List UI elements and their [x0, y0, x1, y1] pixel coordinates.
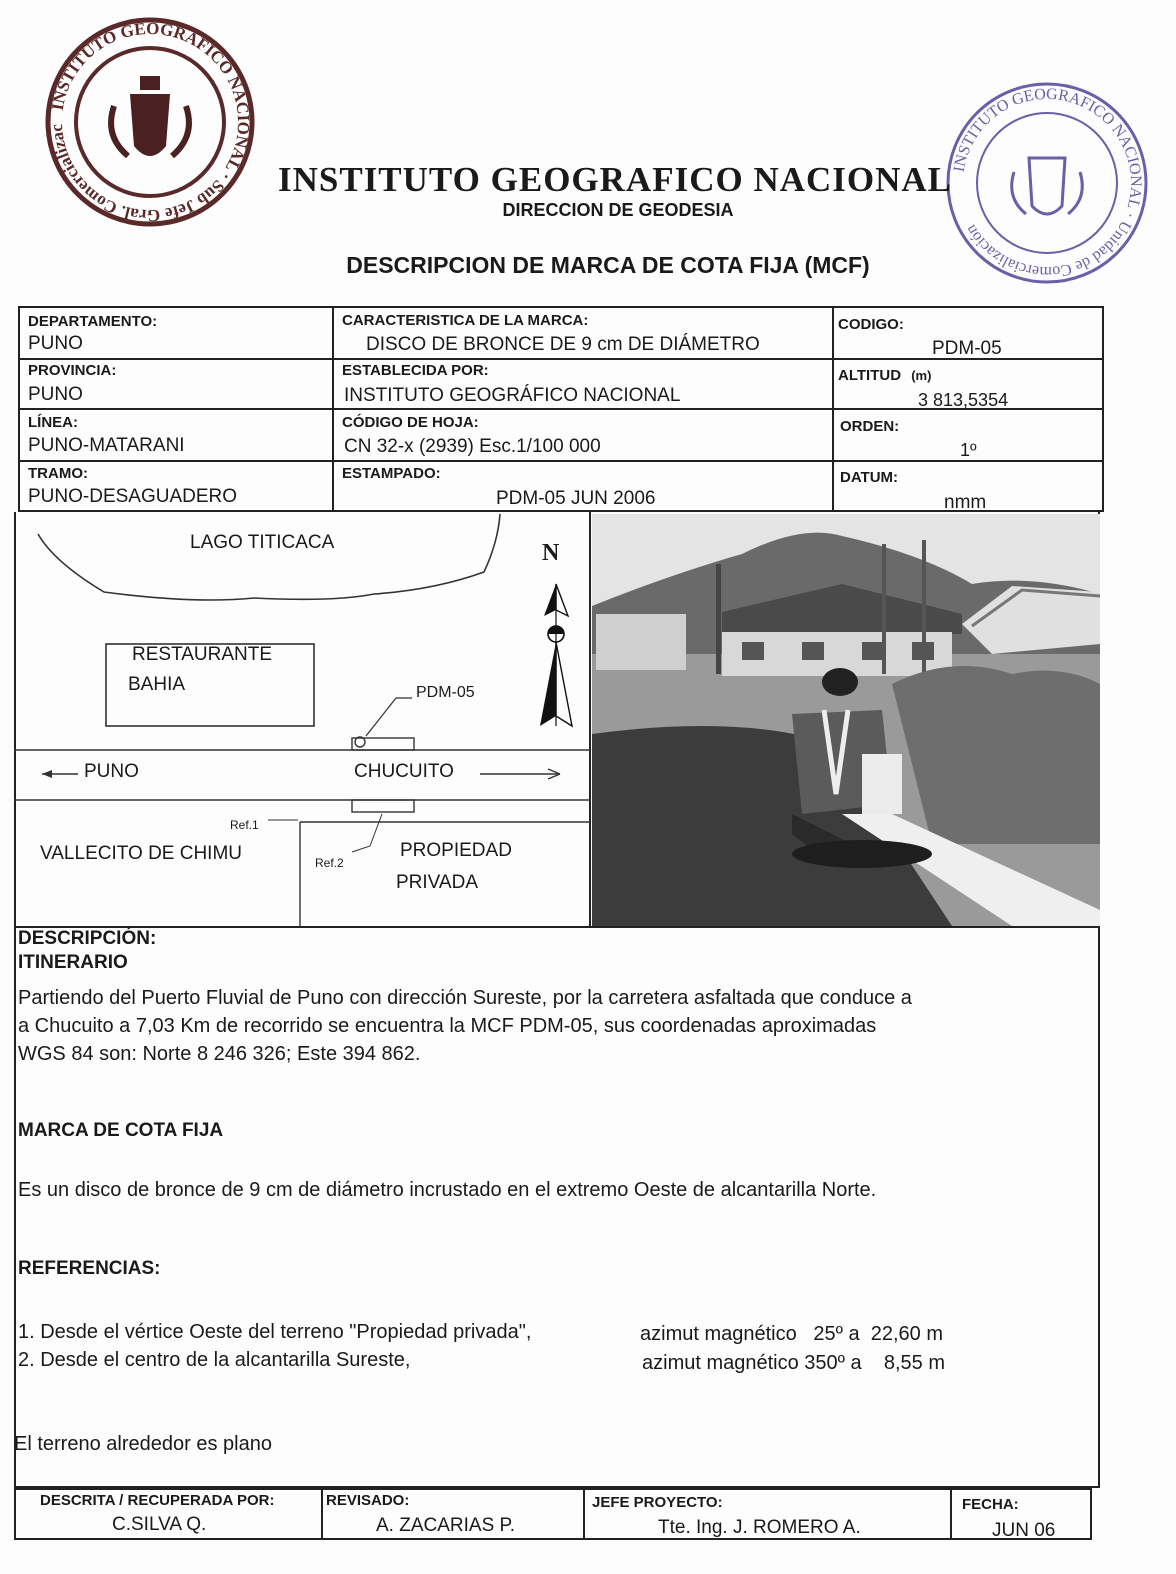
- jefe-label: JEFE PROYECTO:: [592, 1494, 723, 1511]
- departamento-value: PUNO: [28, 333, 83, 354]
- descrita-label: DESCRITA / RECUPERADA POR:: [40, 1492, 275, 1509]
- codigo-hoja-label: CÓDIGO DE HOJA:: [342, 414, 479, 431]
- caracteristica-value: DISCO DE BRONCE DE 9 cm DE DIÁMETRO: [366, 334, 760, 355]
- descrita-value: C.SILVA Q.: [112, 1514, 207, 1535]
- caracteristica-label: CARACTERISTICA DE LA MARCA:: [342, 312, 589, 329]
- itinerary-line-2: a Chucuito a 7,03 Km de recorrido se encuentra la MCF PDM-05, sus coordenadas aproximadas: [18, 1015, 877, 1037]
- lake-label: LAGO TITICACA: [190, 532, 335, 553]
- orden-value: 1º: [960, 440, 977, 460]
- reference-1-text: 1. Desde el vértice Oeste del terreno "Propiedad privada",: [18, 1321, 532, 1343]
- orden-label: ORDEN:: [840, 418, 900, 435]
- references-heading: REFERENCIAS:: [18, 1258, 161, 1279]
- provincia-value: PUNO: [28, 384, 83, 405]
- direction-chucuito: CHUCUITO: [354, 761, 454, 782]
- location-sketch: [14, 512, 590, 926]
- establecida-value: INSTITUTO GEOGRÁFICO NACIONAL: [344, 385, 681, 406]
- mark-heading: MARCA DE COTA FIJA: [18, 1120, 224, 1141]
- restaurant-label-2: BAHIA: [128, 674, 186, 695]
- description-top-border: [14, 926, 1100, 928]
- estampado-label: ESTAMPADO:: [342, 465, 441, 482]
- jefe-value: Tte. Ing. J. ROMERO A.: [658, 1517, 861, 1538]
- itinerary-heading: ITINERARIO: [18, 952, 128, 973]
- terrain-note: El terreno alrededor es plano: [14, 1433, 272, 1455]
- mark-description: Es un disco de bronce de 9 cm de diámetro incrustado en el extremo Oeste de alcantarilla Norte.: [18, 1179, 877, 1201]
- tramo-label: TRAMO:: [28, 465, 88, 482]
- datum-value: nmm: [944, 492, 987, 513]
- directorate-subtitle: DIRECCION DE GEODESIA: [502, 200, 734, 220]
- provincia-label: PROVINCIA:: [28, 362, 117, 379]
- direction-puno: PUNO: [84, 761, 139, 782]
- vallecito-label: VALLECITO DE CHIMU: [40, 843, 243, 864]
- estampado-value: PDM-05 JUN 2006: [496, 488, 656, 509]
- linea-value: PUNO-MATARANI: [28, 435, 185, 456]
- footer-divider: [950, 1488, 952, 1540]
- altitud-label-text: ALTITUD: [838, 367, 902, 384]
- codigo-label: CODIGO:: [838, 316, 904, 333]
- fecha-label: FECHA:: [962, 1496, 1019, 1513]
- altitud-value: 3 813,5354: [918, 390, 1009, 410]
- description-heading: DESCRIPCIÓN:: [18, 928, 157, 949]
- footer-divider: [321, 1488, 323, 1540]
- footer-divider: [583, 1488, 585, 1540]
- ref1-label: Ref.1: [230, 818, 259, 832]
- site-photo: [592, 514, 1100, 926]
- document-title: DESCRIPCION DE MARCA DE COTA FIJA (MCF): [346, 252, 870, 278]
- establecida-label: ESTABLECIDA POR:: [342, 362, 489, 379]
- ref2-label: Ref.2: [315, 856, 344, 870]
- linea-label: LÍNEA:: [28, 414, 78, 431]
- svg-text:INSTITUTO GEOGRAFICO NACIONAL: INSTITUTO GEOGRAFICO NACIONAL · Unidad de Comercialización: [950, 85, 1145, 281]
- reference-2-text: 2. Desde el centro de la alcantarilla Sureste,: [18, 1349, 411, 1371]
- reference-1-azimuth: azimut magnético 25º a 22,60 m: [640, 1323, 944, 1345]
- propiedad-label-2: PRIVADA: [396, 872, 479, 893]
- institute-title: INSTITUTO GEOGRAFICO NACIONAL: [277, 160, 953, 199]
- departamento-label: DEPARTAMENTO:: [28, 313, 158, 330]
- datum-label: DATUM:: [840, 469, 899, 486]
- north-label: N: [542, 540, 560, 566]
- reference-2-azimuth: azimut magnético 350º a 8,55 m: [642, 1352, 946, 1374]
- itinerary-line-3: WGS 84 son: Norte 8 246 326; Este 394 862.: [18, 1043, 421, 1065]
- svg-text:INSTITUTO GEOGRAFICO NACIONAL: INSTITUTO GEOGRAFICO NACIONAL · Sub Jefe Gral. Comercializac: [46, 18, 254, 226]
- revisado-label: REVISADO:: [326, 1492, 410, 1509]
- table-divider: [18, 460, 1104, 462]
- codigo-value: PDM-05: [932, 338, 1002, 359]
- fecha-value: JUN 06: [992, 1520, 1056, 1541]
- altitud-label: [838, 367, 931, 384]
- propiedad-label-1: PROPIEDAD: [400, 840, 512, 861]
- restaurant-label-1: RESTAURANTE: [132, 644, 273, 665]
- altitud-unit: (m): [911, 368, 932, 383]
- revisado-value: A. ZACARIAS P.: [376, 1515, 516, 1536]
- itinerary-line-1: Partiendo del Puerto Fluvial de Puno con dirección Sureste, por la carretera asfaltada que conduce a: [18, 987, 912, 1009]
- tramo-value: PUNO-DESAGUADERO: [28, 486, 238, 507]
- codigo-hoja-value: CN 32-x (2939) Esc.1/100 000: [344, 436, 601, 457]
- mark-label: PDM-05: [416, 684, 475, 701]
